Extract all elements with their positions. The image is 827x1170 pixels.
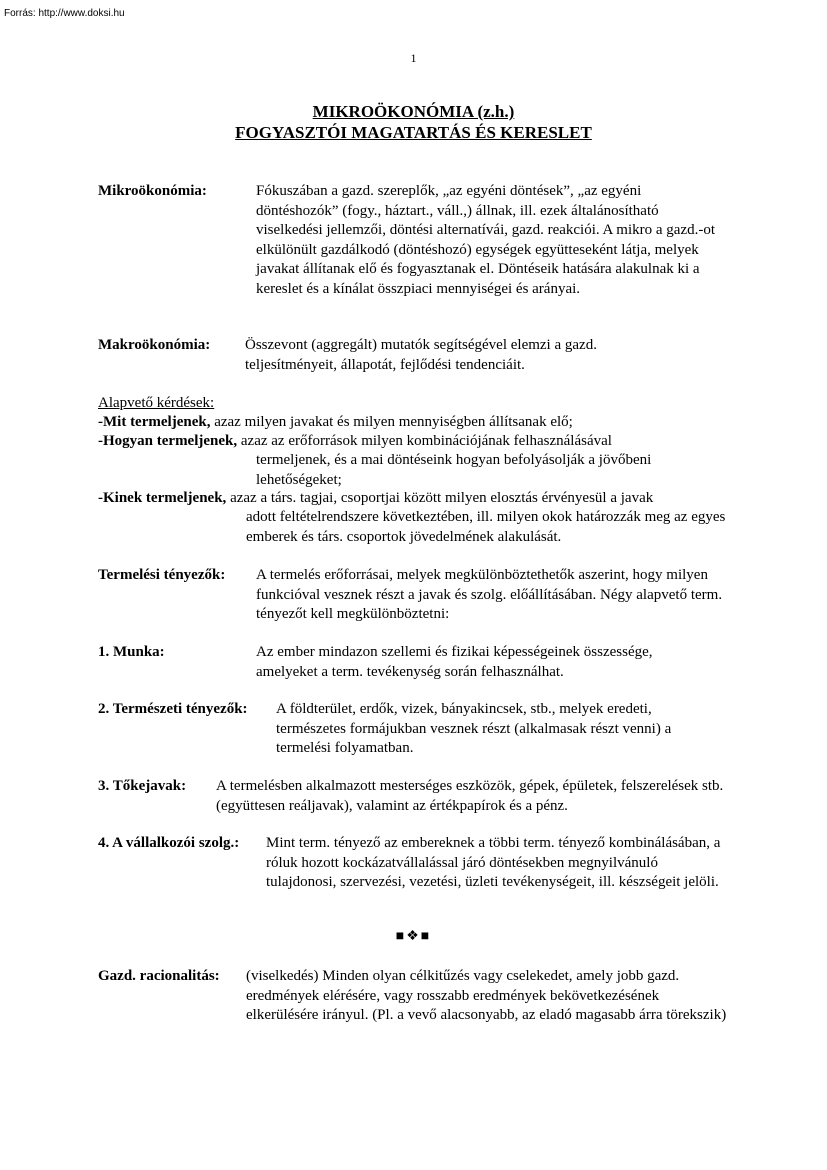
alap-q1-bold: -Mit termeljenek, [98, 414, 211, 430]
mikro-text: Fókuszában a gazd. szereplők, „az egyéni döntések”, „az egyéni döntéshozók” (fogy., háztart., váll.,) állnak, ill. ezek általánosítható viselkedési jellemzői, döntési alternatívái, gazd. reakciói. A mikro a gazd.-ot elkülönült gazdálkodó (döntéshozó) egységek együtteseként látja, melyek javakat állítanak elő és fogyasztanak el. Döntéseik hatására alakulnak ki a kereslet és a kínálat összpiaci mennyiségei és arányai. [256, 183, 716, 297]
mikro-label: Mikroökonómia: [98, 183, 207, 199]
toke-text: A termelésben alkalmazott mesterséges eszközök, gépek, épületek, felszerelések stb. (együttesen reáljavak), valamint az értékpapírok és a pénz. [216, 778, 724, 814]
page-number: 1 [410, 51, 417, 65]
separator-ornament: ■❖■ [395, 929, 432, 944]
page-title: MIKROÖKONÓMIA (z.h.) [312, 102, 515, 121]
alap-q1-text: azaz milyen javakat és milyen mennyiségben állítsanak elő; [210, 414, 573, 430]
toke-label: 3. Tőkejavak: [98, 778, 187, 794]
termelesi-label: Termelési tényezők: [98, 567, 226, 583]
alap-q3-bold: -Kinek termeljenek, [98, 490, 227, 506]
makro-text: Összevont (aggregált) mutatók segítségével elemzi a gazd. teljesítményeit, állapotát, fejlődési tendenciáit. [245, 337, 597, 373]
munka-text: Az ember mindazon szellemi és fizikai képességeinek összessége, amelyeket a term. tevékenység során felhasználhat. [256, 644, 653, 680]
alap-q3 [98, 489, 653, 509]
alap-q2-text-first: azaz az erőforrások milyen kombinációjának felhasználásával [237, 433, 612, 449]
source-url: Forrás: http://www.doksi.hu [4, 8, 125, 19]
alap-q2-bold: -Hogyan termeljenek, [98, 433, 238, 449]
alap-q3-text-rest: adott feltételrendszere következtében, ill. milyen okok határozzák meg az egyes emberek és társ. csoportok jövedelmének alakulását. [246, 509, 726, 545]
alap-q3-text-first: azaz a társ. tagjai, csoportjai között milyen elosztás érvényesül a javak [226, 490, 654, 506]
page-subtitle: FOGYASZTÓI MAGATARTÁS ÉS KERESLET [235, 123, 592, 142]
munka-label: 1. Munka: [98, 644, 165, 660]
vallalkozoi-text: Mint term. tényező az embereknek a többi term. tényező kombinálásában, a róluk hozott kockázatvállalással járó döntésekben megnyilvánuló tulajdonosi, szervezési, vezetési, üzleti tevékenységeit, ill. készségeit jelöli. [266, 835, 721, 890]
racionalitas-label: Gazd. racionalitás: [98, 968, 220, 984]
alap-q1 [98, 413, 573, 433]
termeszeti-label: 2. Természeti tényezők: [98, 701, 248, 717]
alap-q2-text-rest: termeljenek, és a mai döntéseink hogyan befolyásolják a jövőbeni lehetőségeket; [256, 452, 652, 488]
racionalitas-text: (viselkedés) Minden olyan célkitűzés vagy cselekedet, amely jobb gazd. eredmények elérésére, vagy rosszabb eredmények bekövetkezésének elkerülésére irányul. (Pl. a vevő alacsonyabb, az eladó magasabb árra törekszik) [246, 968, 727, 1023]
termelesi-text: A termelés erőforrásai, melyek megkülönböztethetők aszerint, hogy milyen funkcióval vesznek részt a javak és szolg. előállításában. Négy alapvető term. tényezőt kell megkülönböztetni: [256, 567, 723, 622]
vallalkozoi-label: 4. A vállalkozói szolg.: [98, 835, 240, 851]
makro-label: Makroökonómia: [98, 337, 211, 353]
alap-heading: Alapvető kérdések: [98, 395, 215, 411]
termeszeti-text: A földterület, erdők, vizek, bányakincsek, stb., melyek eredeti, természetes formájukban vesznek részt (alkalmasak részt venni) a termelési folyamatban. [276, 701, 672, 756]
alap-q2 [98, 432, 612, 452]
